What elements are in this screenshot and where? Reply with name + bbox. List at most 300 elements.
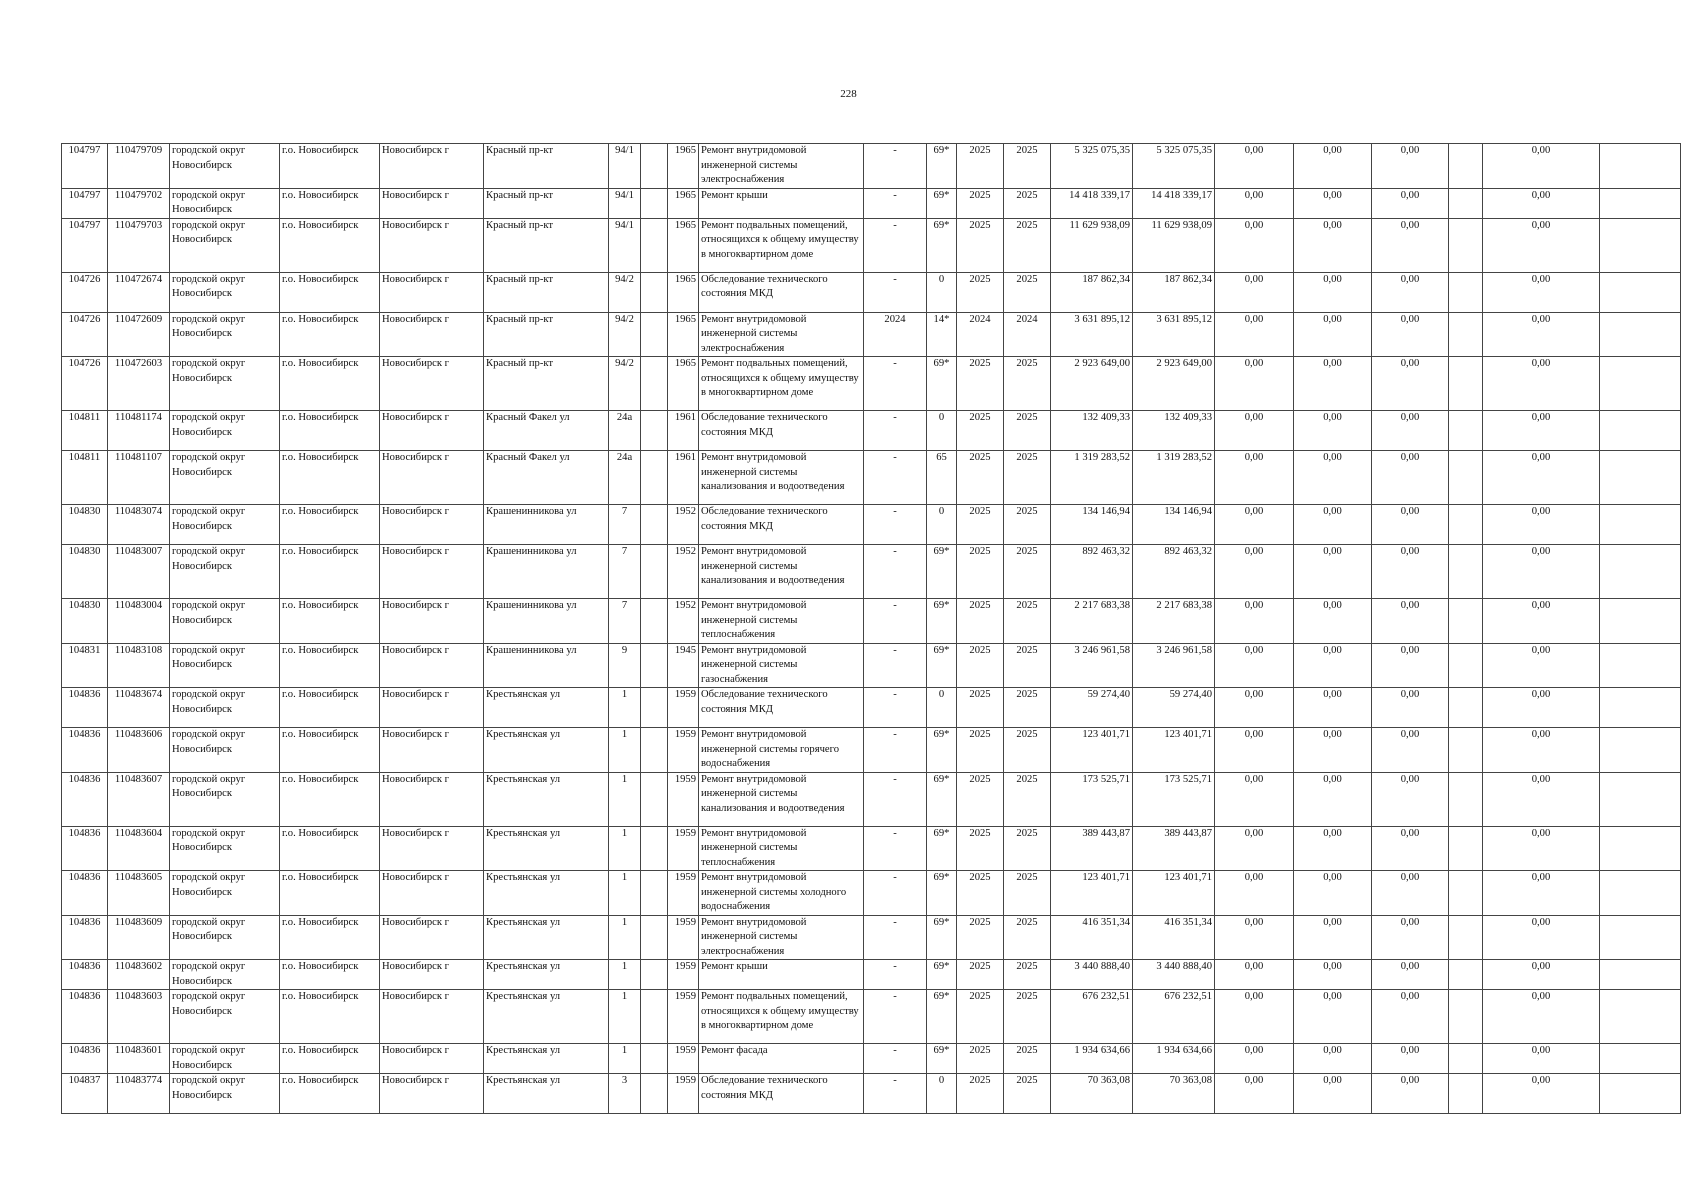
row-sum-3: 0,00 [1372, 871, 1449, 916]
row-cost-total: 187 862,34 [1051, 272, 1133, 312]
row-id: 104830 [62, 599, 108, 644]
row-street: Крестьянская ул [484, 1074, 609, 1114]
row-plan-from: 2025 [957, 272, 1004, 312]
row-district: городской округ Новосибирск [170, 357, 280, 411]
row-sum-2: 0,00 [1294, 505, 1372, 545]
row-sum-4: 0,00 [1483, 871, 1600, 916]
row-code: 110481107 [108, 451, 170, 505]
row-sum-3: 0,00 [1372, 357, 1449, 411]
row-plan-to: 2025 [1004, 451, 1051, 505]
row-sum-1: 0,00 [1215, 688, 1294, 728]
row-plan-from: 2025 [957, 826, 1004, 871]
row-prev-year: - [864, 357, 927, 411]
row-wear: 69* [927, 772, 957, 826]
row-blank-b [1449, 357, 1483, 411]
row-cost-fund: 59 274,40 [1133, 688, 1215, 728]
row-district: городской округ Новосибирск [170, 272, 280, 312]
row-work-type: Ремонт подвальных помещений, относящихся к общему имуществу в многоквартирном доме [699, 357, 864, 411]
row-blank-b [1449, 188, 1483, 218]
row-code: 110483108 [108, 643, 170, 688]
row-plan-from: 2025 [957, 505, 1004, 545]
row-code: 110483609 [108, 915, 170, 960]
row-sum-3: 0,00 [1372, 188, 1449, 218]
row-plan-from: 2025 [957, 188, 1004, 218]
row-blank-c [1600, 545, 1681, 599]
row-street: Красный пр-кт [484, 144, 609, 189]
row-blank-b [1449, 1074, 1483, 1114]
table-row [62, 728, 1681, 773]
row-id: 104836 [62, 772, 108, 826]
row-sum-4: 0,00 [1483, 188, 1600, 218]
row-work-type: Обследование технического состояния МКД [699, 272, 864, 312]
page-number: 228 [840, 88, 857, 100]
row-work-type: Ремонт внутридомовой инженерной системы холодного водоснабжения [699, 871, 864, 916]
row-work-type: Ремонт внутридомовой инженерной системы теплоснабжения [699, 599, 864, 644]
row-plan-from: 2025 [957, 688, 1004, 728]
row-cost-total: 2 923 649,00 [1051, 357, 1133, 411]
row-city: Новосибирск г [380, 990, 484, 1044]
row-sum-4: 0,00 [1483, 411, 1600, 451]
row-sum-3: 0,00 [1372, 643, 1449, 688]
row-district: городской округ Новосибирск [170, 915, 280, 960]
row-blank-c [1600, 357, 1681, 411]
row-municipality: г.о. Новосибирск [280, 188, 380, 218]
row-sum-2: 0,00 [1294, 871, 1372, 916]
row-city: Новосибирск г [380, 505, 484, 545]
row-city: Новосибирск г [380, 643, 484, 688]
row-blank-a [641, 826, 668, 871]
row-year-built: 1952 [668, 505, 699, 545]
row-house: 1 [609, 960, 641, 990]
table-row [62, 411, 1681, 451]
row-id: 104836 [62, 871, 108, 916]
row-prev-year: - [864, 915, 927, 960]
row-municipality: г.о. Новосибирск [280, 643, 380, 688]
row-cost-fund: 892 463,32 [1133, 545, 1215, 599]
row-year-built: 1965 [668, 272, 699, 312]
row-district: городской округ Новосибирск [170, 144, 280, 189]
row-municipality: г.о. Новосибирск [280, 1074, 380, 1114]
table-row [62, 688, 1681, 728]
row-street: Крашенинникова ул [484, 545, 609, 599]
row-plan-from: 2025 [957, 144, 1004, 189]
row-cost-fund: 3 631 895,12 [1133, 312, 1215, 357]
row-work-type: Ремонт внутридомовой инженерной системы канализования и водоотведения [699, 772, 864, 826]
row-sum-3: 0,00 [1372, 728, 1449, 773]
row-blank-c [1600, 411, 1681, 451]
row-sum-4: 0,00 [1483, 960, 1600, 990]
row-sum-4: 0,00 [1483, 218, 1600, 272]
row-cost-total: 70 363,08 [1051, 1074, 1133, 1114]
row-wear: 69* [927, 990, 957, 1044]
row-sum-3: 0,00 [1372, 451, 1449, 505]
row-sum-4: 0,00 [1483, 545, 1600, 599]
row-plan-to: 2025 [1004, 411, 1051, 451]
row-sum-4: 0,00 [1483, 915, 1600, 960]
row-blank-b [1449, 411, 1483, 451]
row-house: 24а [609, 411, 641, 451]
row-sum-2: 0,00 [1294, 599, 1372, 644]
row-year-built: 1961 [668, 451, 699, 505]
row-municipality: г.о. Новосибирск [280, 545, 380, 599]
row-blank-c [1600, 272, 1681, 312]
row-city: Новосибирск г [380, 1044, 484, 1074]
row-plan-to: 2025 [1004, 545, 1051, 599]
row-plan-from: 2025 [957, 411, 1004, 451]
row-house: 9 [609, 643, 641, 688]
row-house: 1 [609, 728, 641, 773]
row-code: 110483774 [108, 1074, 170, 1114]
row-sum-4: 0,00 [1483, 990, 1600, 1044]
row-wear: 14* [927, 312, 957, 357]
row-code: 110483601 [108, 1044, 170, 1074]
table-row [62, 1044, 1681, 1074]
row-municipality: г.о. Новосибирск [280, 990, 380, 1044]
row-municipality: г.о. Новосибирск [280, 505, 380, 545]
row-plan-from: 2025 [957, 990, 1004, 1044]
row-city: Новосибирск г [380, 144, 484, 189]
table-row [62, 272, 1681, 312]
row-sum-4: 0,00 [1483, 272, 1600, 312]
row-plan-from: 2025 [957, 599, 1004, 644]
row-prev-year: - [864, 218, 927, 272]
row-blank-c [1600, 960, 1681, 990]
row-plan-from: 2025 [957, 915, 1004, 960]
row-id: 104836 [62, 1044, 108, 1074]
row-year-built: 1961 [668, 411, 699, 451]
row-id: 104830 [62, 545, 108, 599]
row-plan-to: 2025 [1004, 599, 1051, 644]
row-sum-3: 0,00 [1372, 505, 1449, 545]
row-blank-c [1600, 218, 1681, 272]
row-house: 24а [609, 451, 641, 505]
row-plan-to: 2025 [1004, 218, 1051, 272]
row-cost-total: 892 463,32 [1051, 545, 1133, 599]
row-sum-3: 0,00 [1372, 915, 1449, 960]
row-cost-fund: 1 319 283,52 [1133, 451, 1215, 505]
row-house: 1 [609, 772, 641, 826]
row-sum-1: 0,00 [1215, 728, 1294, 773]
row-wear: 69* [927, 218, 957, 272]
row-blank-c [1600, 451, 1681, 505]
row-sum-4: 0,00 [1483, 599, 1600, 644]
row-city: Новосибирск г [380, 451, 484, 505]
row-wear: 69* [927, 960, 957, 990]
row-year-built: 1959 [668, 688, 699, 728]
row-district: городской округ Новосибирск [170, 505, 280, 545]
row-id: 104830 [62, 505, 108, 545]
row-blank-b [1449, 144, 1483, 189]
row-district: городской округ Новосибирск [170, 643, 280, 688]
row-code: 110479702 [108, 188, 170, 218]
table-row [62, 772, 1681, 826]
row-blank-c [1600, 688, 1681, 728]
row-house: 94/2 [609, 357, 641, 411]
row-city: Новосибирск г [380, 826, 484, 871]
row-year-built: 1965 [668, 144, 699, 189]
row-sum-1: 0,00 [1215, 272, 1294, 312]
row-street: Крестьянская ул [484, 960, 609, 990]
table-row [62, 312, 1681, 357]
row-city: Новосибирск г [380, 772, 484, 826]
row-year-built: 1945 [668, 643, 699, 688]
row-cost-fund: 676 232,51 [1133, 990, 1215, 1044]
row-cost-total: 123 401,71 [1051, 871, 1133, 916]
row-blank-a [641, 990, 668, 1044]
row-wear: 69* [927, 1044, 957, 1074]
row-id: 104836 [62, 915, 108, 960]
row-street: Крестьянская ул [484, 871, 609, 916]
row-wear: 0 [927, 505, 957, 545]
row-prev-year: - [864, 728, 927, 773]
row-street: Красный пр-кт [484, 218, 609, 272]
row-blank-a [641, 871, 668, 916]
row-work-type: Ремонт внутридомовой инженерной системы электроснабжения [699, 915, 864, 960]
row-street: Крестьянская ул [484, 990, 609, 1044]
row-house: 94/2 [609, 272, 641, 312]
row-id: 104811 [62, 411, 108, 451]
row-sum-1: 0,00 [1215, 411, 1294, 451]
row-sum-4: 0,00 [1483, 1044, 1600, 1074]
row-year-built: 1959 [668, 915, 699, 960]
row-blank-b [1449, 1044, 1483, 1074]
row-sum-3: 0,00 [1372, 826, 1449, 871]
row-prev-year: - [864, 188, 927, 218]
row-municipality: г.о. Новосибирск [280, 411, 380, 451]
row-wear: 69* [927, 728, 957, 773]
row-district: городской округ Новосибирск [170, 188, 280, 218]
row-house: 7 [609, 505, 641, 545]
row-id: 104726 [62, 357, 108, 411]
row-year-built: 1959 [668, 960, 699, 990]
row-code: 110479709 [108, 144, 170, 189]
row-prev-year: - [864, 144, 927, 189]
row-plan-from: 2025 [957, 871, 1004, 916]
row-municipality: г.о. Новосибирск [280, 451, 380, 505]
row-sum-1: 0,00 [1215, 218, 1294, 272]
row-sum-2: 0,00 [1294, 990, 1372, 1044]
row-district: городской округ Новосибирск [170, 312, 280, 357]
row-sum-3: 0,00 [1372, 599, 1449, 644]
row-blank-c [1600, 144, 1681, 189]
row-blank-b [1449, 312, 1483, 357]
row-municipality: г.о. Новосибирск [280, 826, 380, 871]
row-street: Красный Факел ул [484, 451, 609, 505]
row-plan-to: 2025 [1004, 357, 1051, 411]
row-plan-to: 2025 [1004, 960, 1051, 990]
row-plan-to: 2025 [1004, 688, 1051, 728]
row-blank-b [1449, 915, 1483, 960]
row-prev-year: - [864, 826, 927, 871]
row-wear: 69* [927, 599, 957, 644]
row-district: городской округ Новосибирск [170, 599, 280, 644]
row-sum-1: 0,00 [1215, 990, 1294, 1044]
table-row [62, 915, 1681, 960]
row-sum-1: 0,00 [1215, 144, 1294, 189]
row-cost-fund: 1 934 634,66 [1133, 1044, 1215, 1074]
row-blank-b [1449, 826, 1483, 871]
row-municipality: г.о. Новосибирск [280, 272, 380, 312]
row-sum-1: 0,00 [1215, 871, 1294, 916]
row-sum-4: 0,00 [1483, 772, 1600, 826]
row-code: 110483607 [108, 772, 170, 826]
row-id: 104836 [62, 826, 108, 871]
row-year-built: 1965 [668, 188, 699, 218]
row-id: 104836 [62, 728, 108, 773]
row-prev-year: - [864, 990, 927, 1044]
row-prev-year: - [864, 960, 927, 990]
row-code: 110483606 [108, 728, 170, 773]
row-blank-b [1449, 599, 1483, 644]
row-sum-2: 0,00 [1294, 772, 1372, 826]
row-sum-1: 0,00 [1215, 451, 1294, 505]
row-cost-total: 1 319 283,52 [1051, 451, 1133, 505]
row-blank-a [641, 915, 668, 960]
row-cost-total: 3 631 895,12 [1051, 312, 1133, 357]
row-plan-to: 2025 [1004, 643, 1051, 688]
row-sum-2: 0,00 [1294, 688, 1372, 728]
row-wear: 69* [927, 826, 957, 871]
row-street: Крашенинникова ул [484, 505, 609, 545]
row-year-built: 1952 [668, 599, 699, 644]
row-blank-b [1449, 545, 1483, 599]
row-id: 104836 [62, 688, 108, 728]
row-cost-total: 173 525,71 [1051, 772, 1133, 826]
table-row [62, 990, 1681, 1044]
table-row [62, 545, 1681, 599]
row-blank-c [1600, 1074, 1681, 1114]
row-blank-c [1600, 728, 1681, 773]
row-street: Красный Факел ул [484, 411, 609, 451]
row-year-built: 1959 [668, 871, 699, 916]
row-id: 104726 [62, 272, 108, 312]
row-plan-from: 2025 [957, 1044, 1004, 1074]
row-street: Крестьянская ул [484, 915, 609, 960]
row-sum-3: 0,00 [1372, 688, 1449, 728]
row-work-type: Ремонт подвальных помещений, относящихся к общему имуществу в многоквартирном доме [699, 990, 864, 1044]
row-prev-year: - [864, 643, 927, 688]
row-plan-to: 2025 [1004, 772, 1051, 826]
row-municipality: г.о. Новосибирск [280, 871, 380, 916]
row-house: 94/2 [609, 312, 641, 357]
row-work-type: Ремонт внутридомовой инженерной системы канализования и водоотведения [699, 451, 864, 505]
row-house: 7 [609, 599, 641, 644]
row-sum-1: 0,00 [1215, 545, 1294, 599]
row-municipality: г.о. Новосибирск [280, 218, 380, 272]
row-year-built: 1965 [668, 218, 699, 272]
row-prev-year: - [864, 1044, 927, 1074]
row-wear: 69* [927, 545, 957, 599]
row-cost-fund: 70 363,08 [1133, 1074, 1215, 1114]
row-district: городской округ Новосибирск [170, 826, 280, 871]
row-district: городской округ Новосибирск [170, 411, 280, 451]
row-sum-2: 0,00 [1294, 728, 1372, 773]
row-plan-to: 2025 [1004, 1044, 1051, 1074]
row-plan-from: 2025 [957, 1074, 1004, 1114]
row-sum-1: 0,00 [1215, 960, 1294, 990]
row-wear: 69* [927, 144, 957, 189]
row-district: городской округ Новосибирск [170, 688, 280, 728]
row-plan-to: 2025 [1004, 144, 1051, 189]
row-code: 110472674 [108, 272, 170, 312]
row-house: 1 [609, 871, 641, 916]
row-sum-3: 0,00 [1372, 312, 1449, 357]
row-municipality: г.о. Новосибирск [280, 357, 380, 411]
row-city: Новосибирск г [380, 728, 484, 773]
row-blank-a [641, 960, 668, 990]
row-sum-4: 0,00 [1483, 505, 1600, 545]
row-id: 104831 [62, 643, 108, 688]
row-district: городской округ Новосибирск [170, 545, 280, 599]
row-plan-to: 2025 [1004, 1074, 1051, 1114]
row-blank-a [641, 688, 668, 728]
row-street: Крестьянская ул [484, 826, 609, 871]
row-work-type: Ремонт внутридомовой инженерной системы теплоснабжения [699, 826, 864, 871]
table-row [62, 960, 1681, 990]
row-sum-2: 0,00 [1294, 960, 1372, 990]
row-street: Красный пр-кт [484, 312, 609, 357]
row-sum-4: 0,00 [1483, 357, 1600, 411]
row-sum-1: 0,00 [1215, 188, 1294, 218]
row-plan-to: 2025 [1004, 728, 1051, 773]
row-blank-a [641, 357, 668, 411]
row-prev-year: - [864, 505, 927, 545]
row-sum-2: 0,00 [1294, 411, 1372, 451]
row-street: Крестьянская ул [484, 728, 609, 773]
row-sum-2: 0,00 [1294, 826, 1372, 871]
row-city: Новосибирск г [380, 188, 484, 218]
row-prev-year: - [864, 545, 927, 599]
row-prev-year: 2024 [864, 312, 927, 357]
row-work-type: Ремонт крыши [699, 960, 864, 990]
row-id: 104726 [62, 312, 108, 357]
row-work-type: Обследование технического состояния МКД [699, 505, 864, 545]
row-code: 110472609 [108, 312, 170, 357]
table-row [62, 188, 1681, 218]
row-blank-c [1600, 915, 1681, 960]
row-work-type: Ремонт фасада [699, 1044, 864, 1074]
row-city: Новосибирск г [380, 545, 484, 599]
row-cost-total: 676 232,51 [1051, 990, 1133, 1044]
row-sum-3: 0,00 [1372, 545, 1449, 599]
row-municipality: г.о. Новосибирск [280, 960, 380, 990]
row-sum-2: 0,00 [1294, 144, 1372, 189]
row-blank-b [1449, 272, 1483, 312]
row-city: Новосибирск г [380, 688, 484, 728]
row-sum-1: 0,00 [1215, 1074, 1294, 1114]
row-blank-a [641, 599, 668, 644]
row-blank-a [641, 411, 668, 451]
row-cost-fund: 187 862,34 [1133, 272, 1215, 312]
row-blank-c [1600, 826, 1681, 871]
row-house: 94/1 [609, 218, 641, 272]
row-cost-total: 132 409,33 [1051, 411, 1133, 451]
row-blank-a [641, 728, 668, 773]
row-id: 104836 [62, 960, 108, 990]
row-cost-fund: 123 401,71 [1133, 728, 1215, 773]
row-sum-3: 0,00 [1372, 1074, 1449, 1114]
table-row [62, 144, 1681, 189]
row-wear: 0 [927, 272, 957, 312]
row-municipality: г.о. Новосибирск [280, 312, 380, 357]
row-year-built: 1959 [668, 990, 699, 1044]
row-cost-fund: 132 409,33 [1133, 411, 1215, 451]
row-blank-b [1449, 451, 1483, 505]
row-code: 110479703 [108, 218, 170, 272]
row-prev-year: - [864, 451, 927, 505]
row-blank-b [1449, 505, 1483, 545]
row-work-type: Ремонт крыши [699, 188, 864, 218]
